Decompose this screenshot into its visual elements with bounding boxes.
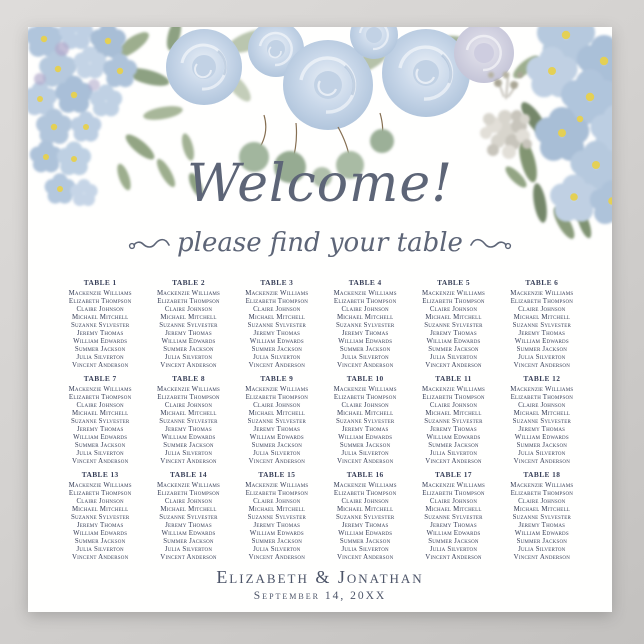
guest-name: Mackenzie Williams bbox=[333, 481, 397, 489]
seating-grid bbox=[56, 278, 586, 566]
guest-name: Jeremy Thomas bbox=[430, 329, 477, 337]
guest-name: Vincent Anderson bbox=[71, 361, 129, 369]
guest-name: Elizabeth Thompson bbox=[68, 297, 132, 305]
guest-name: Elizabeth Thompson bbox=[245, 297, 309, 305]
guest-name: Jeremy Thomas bbox=[165, 329, 212, 337]
table-label: TABLE 7 bbox=[83, 374, 117, 383]
table-card bbox=[56, 278, 144, 374]
table-card bbox=[498, 470, 586, 566]
guest-name: Summer Jackson bbox=[163, 345, 214, 353]
table-card bbox=[233, 470, 321, 566]
seating-chart-poster bbox=[28, 27, 612, 612]
guest-name: William Edwards bbox=[73, 433, 128, 441]
guest-name: Elizabeth Thompson bbox=[333, 297, 397, 305]
guest-name: Michael Mitchell bbox=[513, 313, 570, 321]
guest-name: Vincent Anderson bbox=[160, 361, 217, 369]
guest-name: Jeremy Thomas bbox=[518, 329, 566, 337]
guest-name: Jeremy Thomas bbox=[76, 521, 124, 529]
guest-name: William Edwards bbox=[249, 529, 304, 537]
guest-name: Julia Silverton bbox=[518, 353, 566, 361]
guest-name: Mackenzie Williams bbox=[421, 481, 486, 489]
guest-name: Claire Johnson bbox=[164, 401, 213, 409]
guest-name: Michael Mitchell bbox=[513, 505, 570, 513]
guest-name: Vincent Anderson bbox=[336, 457, 394, 465]
guest-name: Jeremy Thomas bbox=[165, 425, 212, 433]
guest-name: Mackenzie Williams bbox=[68, 385, 132, 393]
guest-name: Suzanne Sylvester bbox=[424, 417, 483, 425]
guest-name: Mackenzie Williams bbox=[333, 289, 397, 297]
guest-name: Julia Silverton bbox=[164, 353, 213, 361]
table-label: TABLE 18 bbox=[523, 470, 561, 479]
table-label: TABLE 5 bbox=[437, 278, 470, 287]
guest-name: Summer Jackson bbox=[251, 537, 303, 545]
table-label: TABLE 12 bbox=[523, 374, 561, 383]
table-card bbox=[144, 470, 232, 566]
guest-name: Elizabeth Thompson bbox=[333, 393, 397, 401]
guest-name: Claire Johnson bbox=[429, 401, 478, 409]
table-label: TABLE 1 bbox=[83, 278, 117, 287]
table-label: TABLE 16 bbox=[346, 470, 384, 479]
guest-name: Jeremy Thomas bbox=[76, 329, 124, 337]
gray-hydrangea bbox=[480, 72, 532, 160]
guest-name: Julia Silverton bbox=[253, 545, 301, 553]
guest-name: Elizabeth Thompson bbox=[510, 297, 574, 305]
table-card bbox=[233, 278, 321, 374]
guest-name: Claire Johnson bbox=[518, 305, 566, 313]
table-card bbox=[56, 470, 144, 566]
guest-name: Claire Johnson bbox=[76, 401, 124, 409]
guest-name: Jeremy Thomas bbox=[430, 425, 477, 433]
table-card bbox=[144, 278, 232, 374]
guest-name: Mackenzie Williams bbox=[245, 289, 309, 297]
guest-name: Suzanne Sylvester bbox=[424, 513, 483, 521]
guest-name: Summer Jackson bbox=[163, 441, 214, 449]
guest-name: Vincent Anderson bbox=[160, 457, 217, 465]
couple-names: Elizabeth & Jonathan bbox=[216, 567, 424, 587]
guest-name: Julia Silverton bbox=[76, 353, 124, 361]
guest-name: Vincent Anderson bbox=[336, 361, 394, 369]
guest-name: Michael Mitchell bbox=[336, 313, 394, 321]
guest-name: Suzanne Sylvester bbox=[159, 321, 218, 329]
guest-name: Jeremy Thomas bbox=[165, 521, 212, 529]
guest-name: Mackenzie Williams bbox=[421, 385, 486, 393]
guest-name: William Edwards bbox=[514, 433, 569, 441]
guest-name: Claire Johnson bbox=[164, 305, 213, 313]
guest-name: Julia Silverton bbox=[164, 545, 213, 553]
guest-name: Mackenzie Williams bbox=[156, 289, 221, 297]
guest-name: Michael Mitchell bbox=[336, 409, 394, 417]
guest-name: Suzanne Sylvester bbox=[335, 513, 395, 521]
guest-name: Mackenzie Williams bbox=[333, 385, 397, 393]
guest-name: William Edwards bbox=[338, 433, 393, 441]
table-card bbox=[498, 278, 586, 374]
guest-name: William Edwards bbox=[426, 529, 481, 537]
guest-name: Elizabeth Thompson bbox=[157, 297, 220, 305]
table-card bbox=[498, 374, 586, 470]
floral-garland bbox=[28, 27, 612, 262]
table-label: TABLE 17 bbox=[435, 470, 472, 479]
guest-name: Julia Silverton bbox=[518, 545, 566, 553]
guest-name: Suzanne Sylvester bbox=[335, 321, 395, 329]
guest-name: Elizabeth Thompson bbox=[245, 393, 309, 401]
guest-name: Vincent Anderson bbox=[248, 553, 306, 561]
guest-name: Summer Jackson bbox=[74, 345, 126, 353]
guest-name: Michael Mitchell bbox=[248, 505, 305, 513]
guest-name: Elizabeth Thompson bbox=[157, 393, 220, 401]
guest-name: William Edwards bbox=[73, 337, 128, 345]
guest-name: Elizabeth Thompson bbox=[245, 489, 309, 497]
guest-name: Elizabeth Thompson bbox=[422, 489, 485, 497]
guest-name: Julia Silverton bbox=[341, 545, 389, 553]
guest-name: Summer Jackson bbox=[428, 537, 479, 545]
guest-name: Mackenzie Williams bbox=[510, 289, 574, 297]
guest-name: Michael Mitchell bbox=[425, 505, 482, 513]
guest-name: William Edwards bbox=[249, 337, 304, 345]
guest-name: Elizabeth Thompson bbox=[157, 489, 220, 497]
guest-name: Summer Jackson bbox=[74, 441, 126, 449]
flourish-left-icon bbox=[126, 235, 170, 251]
table-label: TABLE 6 bbox=[525, 278, 559, 287]
guest-name: Julia Silverton bbox=[429, 545, 478, 553]
guest-name: Vincent Anderson bbox=[160, 553, 217, 561]
guest-name: Mackenzie Williams bbox=[245, 385, 309, 393]
table-card bbox=[144, 374, 232, 470]
guest-name: Mackenzie Williams bbox=[156, 385, 221, 393]
guest-name: Julia Silverton bbox=[76, 545, 124, 553]
guest-name: Jeremy Thomas bbox=[341, 329, 389, 337]
guest-name: Michael Mitchell bbox=[71, 313, 129, 321]
guest-name: Michael Mitchell bbox=[336, 505, 394, 513]
guest-name: Vincent Anderson bbox=[336, 553, 394, 561]
guest-name: William Edwards bbox=[426, 337, 481, 345]
guest-name: Suzanne Sylvester bbox=[70, 321, 130, 329]
guest-name: Jeremy Thomas bbox=[341, 425, 389, 433]
guest-name: Summer Jackson bbox=[516, 441, 568, 449]
guest-name: William Edwards bbox=[514, 529, 569, 537]
flourish-right-icon bbox=[470, 235, 514, 251]
guest-name: Claire Johnson bbox=[253, 305, 301, 313]
guest-name: Michael Mitchell bbox=[425, 313, 482, 321]
guest-name: Elizabeth Thompson bbox=[510, 489, 574, 497]
guest-name: Summer Jackson bbox=[516, 345, 568, 353]
guest-name: Mackenzie Williams bbox=[510, 481, 574, 489]
guest-name: Michael Mitchell bbox=[71, 409, 129, 417]
table-label: TABLE 11 bbox=[435, 374, 472, 383]
event-date: September 14, 20XX bbox=[253, 590, 387, 602]
guest-name: Vincent Anderson bbox=[513, 361, 571, 369]
guest-name: William Edwards bbox=[338, 529, 393, 537]
guest-name: Claire Johnson bbox=[341, 401, 389, 409]
guest-name: Suzanne Sylvester bbox=[424, 321, 483, 329]
guest-name: Elizabeth Thompson bbox=[422, 297, 485, 305]
guest-name: Vincent Anderson bbox=[248, 361, 306, 369]
table-card bbox=[321, 278, 409, 374]
guest-name: Claire Johnson bbox=[518, 497, 566, 505]
guest-name: Summer Jackson bbox=[251, 441, 303, 449]
guest-name: Vincent Anderson bbox=[425, 553, 482, 561]
guest-name: Jeremy Thomas bbox=[76, 425, 124, 433]
guest-name: Elizabeth Thompson bbox=[422, 393, 485, 401]
guest-name: Julia Silverton bbox=[518, 449, 566, 457]
guest-name: Suzanne Sylvester bbox=[247, 513, 307, 521]
guest-name: Julia Silverton bbox=[341, 353, 389, 361]
guest-name: Elizabeth Thompson bbox=[68, 489, 132, 497]
guest-name: Suzanne Sylvester bbox=[512, 513, 572, 521]
table-label: TABLE 14 bbox=[170, 470, 207, 479]
guest-name: Jeremy Thomas bbox=[253, 329, 301, 337]
guest-name: Suzanne Sylvester bbox=[512, 321, 572, 329]
guest-name: Mackenzie Williams bbox=[68, 289, 132, 297]
guest-name: William Edwards bbox=[73, 529, 128, 537]
guest-name: Julia Silverton bbox=[164, 449, 213, 457]
guest-name: Claire Johnson bbox=[518, 401, 566, 409]
table-card bbox=[321, 470, 409, 566]
guest-name: Vincent Anderson bbox=[71, 553, 129, 561]
guest-name: Suzanne Sylvester bbox=[159, 513, 218, 521]
guest-name: William Edwards bbox=[249, 433, 304, 441]
guest-name: Jeremy Thomas bbox=[253, 425, 301, 433]
guest-name: Vincent Anderson bbox=[425, 457, 482, 465]
guest-name: Claire Johnson bbox=[253, 497, 301, 505]
table-card bbox=[409, 374, 497, 470]
guest-name: Suzanne Sylvester bbox=[70, 513, 130, 521]
guest-name: Claire Johnson bbox=[253, 401, 301, 409]
guest-name: Mackenzie Williams bbox=[510, 385, 574, 393]
guest-name: Vincent Anderson bbox=[425, 361, 482, 369]
guest-name: William Edwards bbox=[161, 337, 216, 345]
guest-name: Julia Silverton bbox=[76, 449, 124, 457]
guest-name: William Edwards bbox=[161, 433, 216, 441]
guest-name: Summer Jackson bbox=[339, 345, 391, 353]
guest-name: Elizabeth Thompson bbox=[333, 489, 397, 497]
guest-name: Julia Silverton bbox=[253, 353, 301, 361]
guest-name: Julia Silverton bbox=[341, 449, 389, 457]
guest-name: Michael Mitchell bbox=[160, 505, 217, 513]
subtitle-row bbox=[28, 230, 612, 256]
guest-name: William Edwards bbox=[338, 337, 393, 345]
guest-name: Michael Mitchell bbox=[425, 409, 482, 417]
guest-name: Claire Johnson bbox=[429, 497, 478, 505]
guest-name: Jeremy Thomas bbox=[253, 521, 301, 529]
guest-name: Summer Jackson bbox=[251, 345, 303, 353]
guest-name: Mackenzie Williams bbox=[245, 481, 309, 489]
guest-name: Jeremy Thomas bbox=[341, 521, 389, 529]
guest-name: Claire Johnson bbox=[76, 305, 124, 313]
guest-name: Mackenzie Williams bbox=[156, 481, 221, 489]
table-card bbox=[56, 374, 144, 470]
table-label: TABLE 4 bbox=[348, 278, 382, 287]
guest-name: Summer Jackson bbox=[163, 537, 214, 545]
guest-name: Summer Jackson bbox=[339, 441, 391, 449]
guest-name: Suzanne Sylvester bbox=[512, 417, 572, 425]
table-card bbox=[409, 470, 497, 566]
guest-name: Suzanne Sylvester bbox=[70, 417, 130, 425]
welcome-heading: Welcome! bbox=[186, 154, 454, 214]
guest-name: Claire Johnson bbox=[76, 497, 124, 505]
guest-name: Mackenzie Williams bbox=[68, 481, 132, 489]
guest-name: William Edwards bbox=[514, 337, 569, 345]
guest-name: Claire Johnson bbox=[164, 497, 213, 505]
guest-name: Summer Jackson bbox=[339, 537, 391, 545]
guest-name: Julia Silverton bbox=[429, 353, 478, 361]
guest-name: Jeremy Thomas bbox=[430, 521, 477, 529]
table-label: TABLE 15 bbox=[258, 470, 296, 479]
guest-name: William Edwards bbox=[161, 529, 216, 537]
guest-name: Michael Mitchell bbox=[160, 313, 217, 321]
guest-name: Vincent Anderson bbox=[513, 457, 571, 465]
table-label: TABLE 10 bbox=[346, 374, 384, 383]
guest-name: Michael Mitchell bbox=[160, 409, 217, 417]
rose-cluster bbox=[166, 27, 514, 130]
guest-name: Michael Mitchell bbox=[71, 505, 129, 513]
guest-name: Claire Johnson bbox=[429, 305, 478, 313]
guest-name: Summer Jackson bbox=[428, 441, 479, 449]
guest-name: Suzanne Sylvester bbox=[335, 417, 395, 425]
guest-name: Vincent Anderson bbox=[513, 553, 571, 561]
guest-name: Suzanne Sylvester bbox=[159, 417, 218, 425]
table-label: TABLE 2 bbox=[172, 278, 205, 287]
guest-name: Claire Johnson bbox=[341, 305, 389, 313]
guest-name: Suzanne Sylvester bbox=[247, 321, 307, 329]
guest-name: Michael Mitchell bbox=[248, 409, 305, 417]
guest-name: Julia Silverton bbox=[429, 449, 478, 457]
guest-name: Vincent Anderson bbox=[248, 457, 306, 465]
table-label: TABLE 9 bbox=[260, 374, 294, 383]
guest-name: Mackenzie Williams bbox=[421, 289, 486, 297]
table-label: TABLE 8 bbox=[172, 374, 205, 383]
table-card bbox=[233, 374, 321, 470]
guest-name: Elizabeth Thompson bbox=[510, 393, 574, 401]
guest-name: Claire Johnson bbox=[341, 497, 389, 505]
table-label: TABLE 13 bbox=[81, 470, 119, 479]
table-card bbox=[409, 278, 497, 374]
guest-name: Summer Jackson bbox=[516, 537, 568, 545]
guest-name: Summer Jackson bbox=[428, 345, 479, 353]
subtitle-text: please find your table bbox=[177, 228, 463, 258]
guest-name: William Edwards bbox=[426, 433, 481, 441]
table-card bbox=[321, 374, 409, 470]
guest-name: Michael Mitchell bbox=[248, 313, 305, 321]
guest-name: Jeremy Thomas bbox=[518, 425, 566, 433]
guest-name: Summer Jackson bbox=[74, 537, 126, 545]
guest-name: Suzanne Sylvester bbox=[247, 417, 307, 425]
table-label: TABLE 3 bbox=[260, 278, 294, 287]
guest-name: Elizabeth Thompson bbox=[68, 393, 132, 401]
guest-name: Michael Mitchell bbox=[513, 409, 570, 417]
guest-name: Vincent Anderson bbox=[71, 457, 129, 465]
guest-name: Jeremy Thomas bbox=[518, 521, 566, 529]
guest-name: Julia Silverton bbox=[253, 449, 301, 457]
